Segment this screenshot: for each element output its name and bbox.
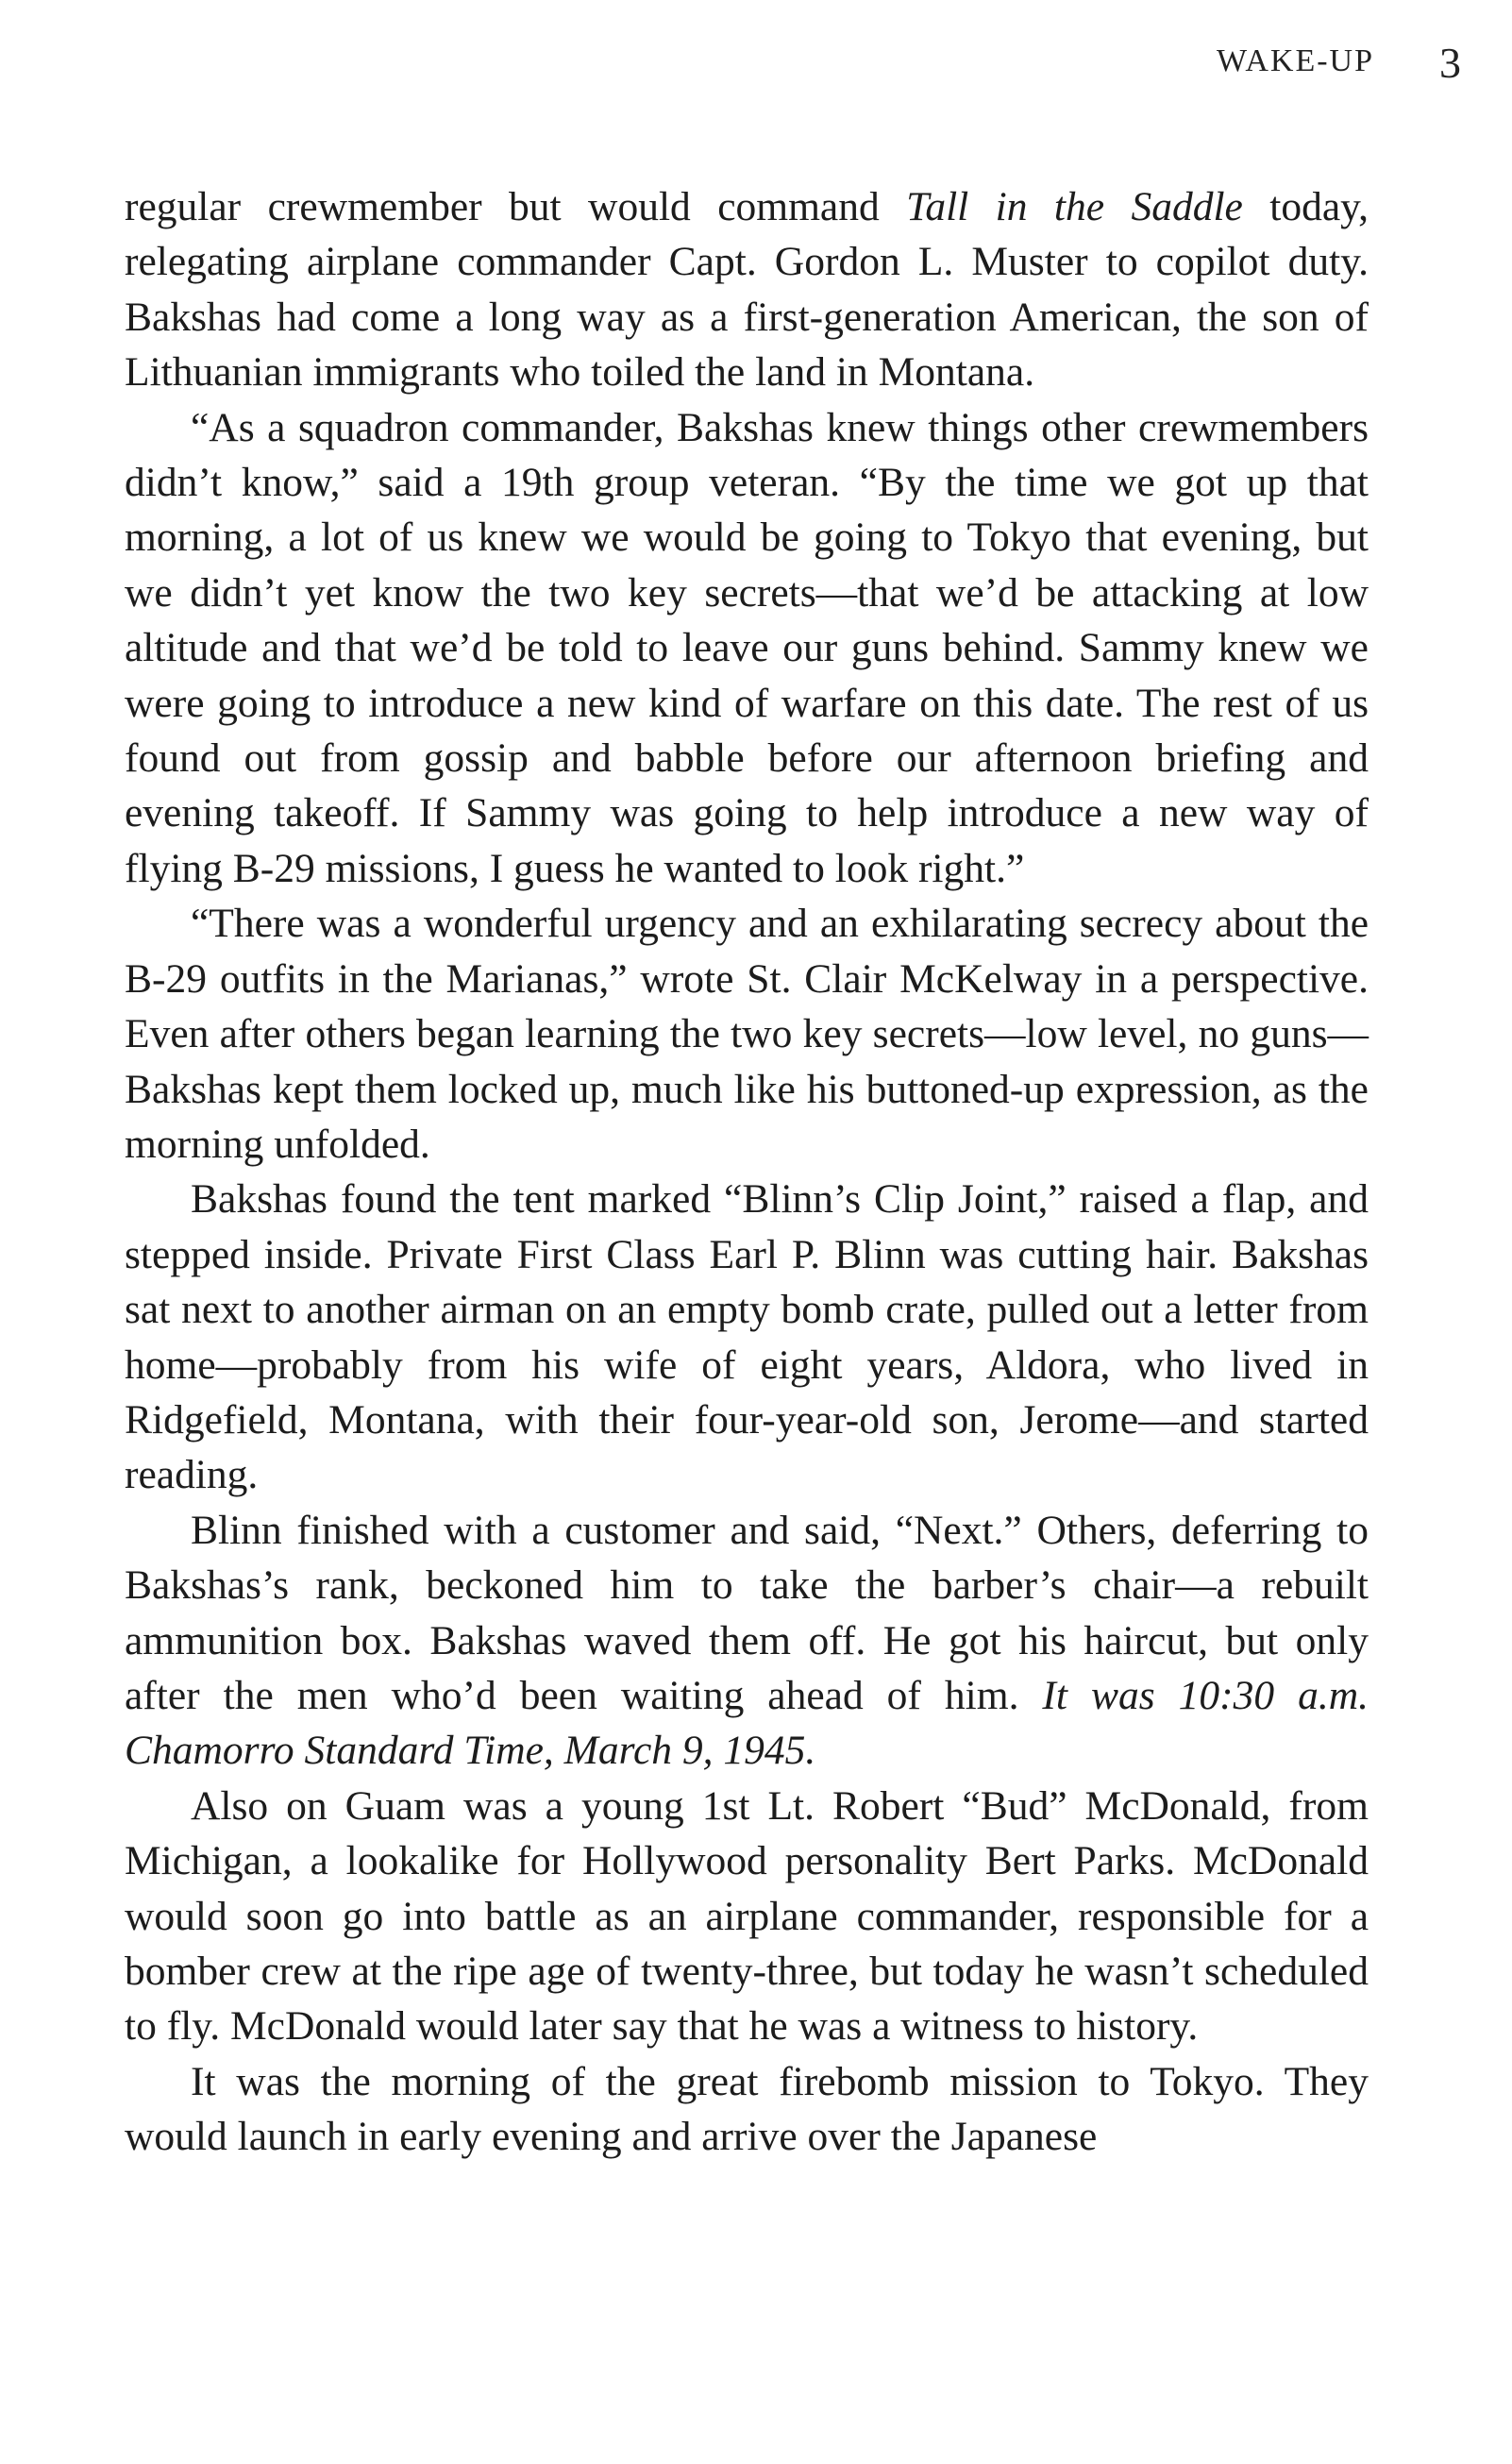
page-number: 3	[1439, 39, 1461, 87]
paragraph	[125, 896, 1369, 1172]
paragraph	[125, 179, 1369, 400]
paragraph	[125, 1172, 1369, 1502]
running-title: WAKE-UP	[1217, 43, 1374, 78]
body-text	[125, 179, 1369, 2165]
paragraph	[125, 400, 1369, 897]
text-run: Blinn finished with a customer and said, “Next.” Others, deferring to Bakshas’s rank, beckoned him to take the barber’s chair—a rebuilt ammunition box. Bakshas waved them off. He got his haircut, but only after the men who’d been waiting ahead of him.	[125, 1507, 1369, 1718]
text-run: “As a squadron commander, Bakshas knew things other crewmembers didn’t know,” said a 19th group veteran. “By the time we got up that morning, a lot of us knew we would be going to Tokyo that evening, but we didn’t yet know the two key secrets—that we’d be attacking at low altitude and that we’d be told to leave our guns behind. Sammy knew we were going to introduce a new kind of warfare on this date. The rest of us found out from gossip and babble before our afternoon briefing and evening takeoff. If Sammy was going to help introduce a new way of flying B-29 missions, I guess he wanted to look right.”	[125, 404, 1369, 891]
paragraph	[125, 1503, 1369, 1779]
text-run: Also on Guam was a young 1st Lt. Robert “Bud” McDonald, from Michigan, a lookalike for Hollywood personality Bert Parks. McDonald would soon go into battle as an airplane commander, responsible for a bomber crew at the ripe age of twenty-three, but today he wasn’t scheduled to fly. McDonald would later say that he was a witness to history.	[125, 1782, 1369, 2050]
running-head	[0, 38, 1512, 94]
paragraph	[125, 2054, 1369, 2165]
italic-text: It was 10:30 a.m. Chamorro Standard Time, March 9, 1945.	[125, 1672, 1369, 1774]
paragraph	[125, 1779, 1369, 2054]
text-run: “There was a wonderful urgency and an exhilarating secrecy about the B-29 outfits in the Marianas,” wrote St. Clair McKelway in a perspective. Even after others began learning the two key secrets—low level, no guns—Bakshas kept them locked up, much like his buttoned-up expression, as the morning unfolded.	[125, 901, 1369, 1167]
text-run: regular crewmember but would command	[125, 184, 907, 229]
italic-text: Tall in the Saddle	[906, 184, 1243, 229]
text-run: It was the morning of the great firebomb mission to Tokyo. They would launch in early evening and arrive over the Japanese	[125, 2058, 1369, 2160]
text-run: Bakshas found the tent marked “Blinn’s Clip Joint,” raised a flap, and stepped inside. Private First Class Earl P. Blinn was cutting hair. Bakshas sat next to another airman on an empty bomb crate, pulled out a letter from home—probably from his wife of eight years, Aldora, who lived in Ridgefield, Montana, with their four-year-old son, Jerome—and started reading.	[125, 1176, 1369, 1498]
text-run: today, relegating airplane commander Capt. Gordon L. Muster to copilot duty. Bakshas had come a long way as a first-generation American, the son of Lithuanian immigrants who toiled the land in Montana.	[125, 184, 1369, 396]
